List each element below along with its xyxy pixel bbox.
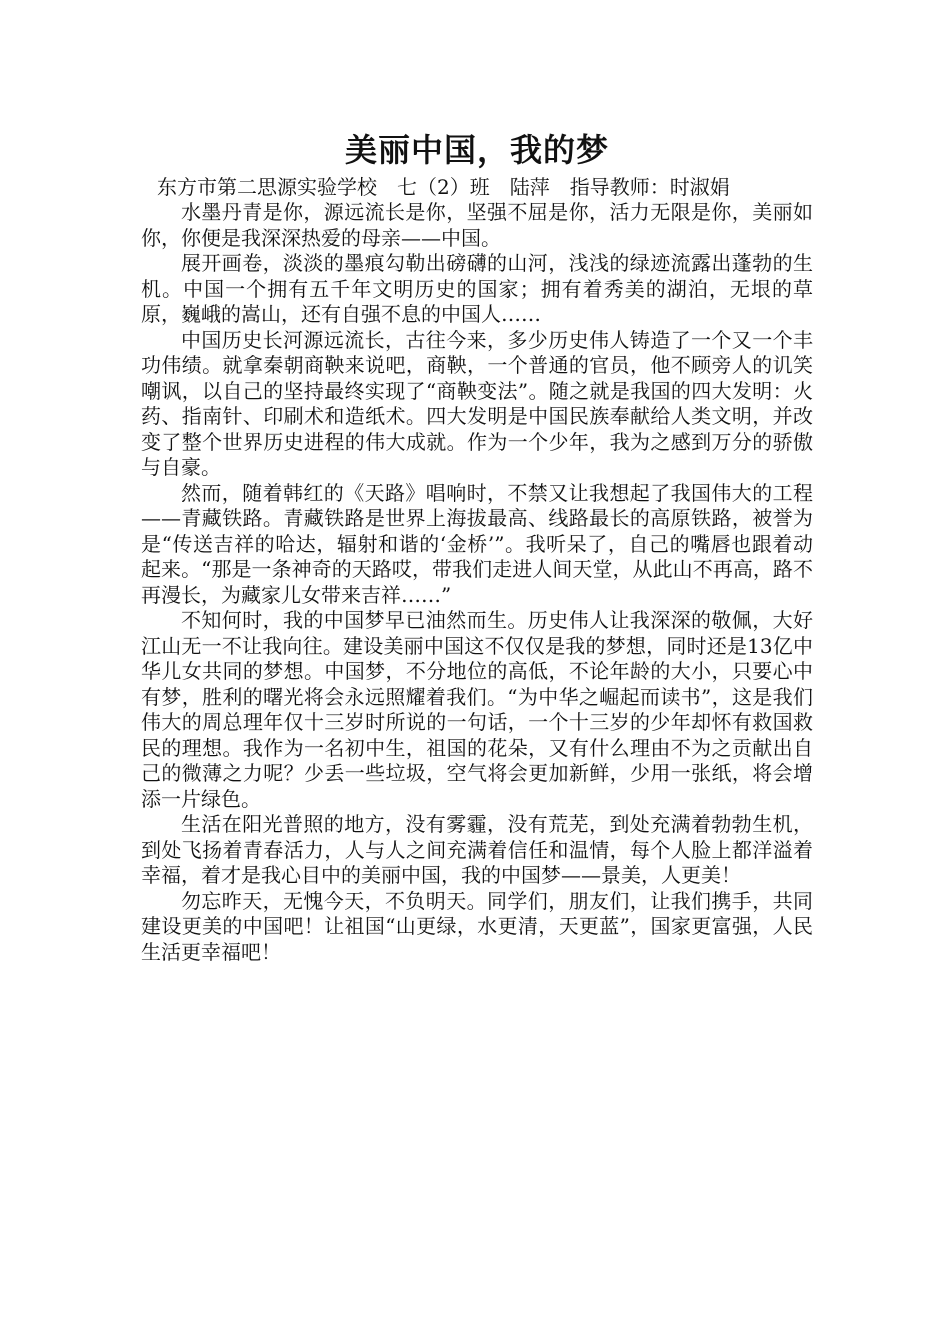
paragraph-4: 然而，随着韩红的《天路》唱响时，不禁又让我想起了我国伟大的工程——青藏铁路。青藏铁路是世界上海拔最高、线路最长的高原铁路，被誉为是“传送吉祥的哈达，辐射和谐的‘金桥’”。我听呆了，自己的嘴唇也跟着动起来。“那是一条神奇的天路哎，带我们走进人间天堂，从此山不再高，路不再漫长，为藏家儿女带来吉祥……” bbox=[141, 480, 813, 607]
paragraph-1: 水墨丹青是你，源远流长是你，坚强不屈是你，活力无限是你，美丽如你，你便是我深深热爱的母亲——中国。 bbox=[141, 200, 813, 250]
document-title: 美丽中国，我的梦 bbox=[344, 131, 609, 169]
author-byline: 东方市第二思源实验学校 七（2）班 陆萍 指导教师：时淑娟 bbox=[157, 175, 730, 199]
paragraph-7: 勿忘昨天，无愧今天，不负明天。同学们，朋友们，让我们携手，共同建设更美的中国吧！让祖国“山更绿，水更清，天更蓝”，国家更富强，人民生活更幸福吧！ bbox=[141, 888, 813, 964]
paragraph-6: 生活在阳光普照的地方，没有雾霾，没有荒芜，到处充满着勃勃生机，到处飞扬着青春活力，人与人之间充满着信任和温情，每个人脸上都洋溢着幸福，着才是我心目中的美丽中国，我的中国梦——景美，人更美！ bbox=[141, 812, 813, 887]
document-page bbox=[141, 128, 813, 965]
paragraph-5: 不知何时，我的中国梦早已油然而生。历史伟人让我深深的敬佩，大好江山无一不让我向往。建设美丽中国这不仅仅是我的梦想，同时还是13亿中华儿女共同的梦想。中国梦，不分地位的高低，不论年龄的大小，只要心中有梦，胜利的曙光将会永远照耀着我们。“为中华之崛起而读书”，这是我们伟大的周总理年仅十三岁时所说的一句话，一个十三岁的少年却怀有救国救民的理想。我作为一名初中生，祖国的花朵，又有什么理由不为之贡献出自己的微薄之力呢？少丢一些垃圾，空气将会更加新鲜，少用一张纸，将会增添一片绿色。 bbox=[141, 608, 813, 811]
paragraph-3: 中国历史长河源远流长，古往今来，多少历史伟人铸造了一个又一个丰功伟绩。就拿秦朝商鞅来说吧，商鞅，一个普通的官员，他不顾旁人的讥笑嘲讽，以自己的坚持最终实现了“商鞅变法”。随之就是我国的四大发明：火药、指南针、印刷术和造纸术。四大发明是中国民族奉献给人类文明，并改变了整个世界历史进程的伟大成就。作为一个少年，我为之感到万分的骄傲与自豪。 bbox=[141, 327, 813, 479]
paragraph-2: 展开画卷，淡淡的墨痕勾勒出磅礴的山河，浅浅的绿迹流露出蓬勃的生机。中国一个拥有五千年文明历史的国家；拥有着秀美的湖泊，无垠的草原，巍峨的嵩山，还有自强不息的中国人…… bbox=[141, 251, 813, 326]
